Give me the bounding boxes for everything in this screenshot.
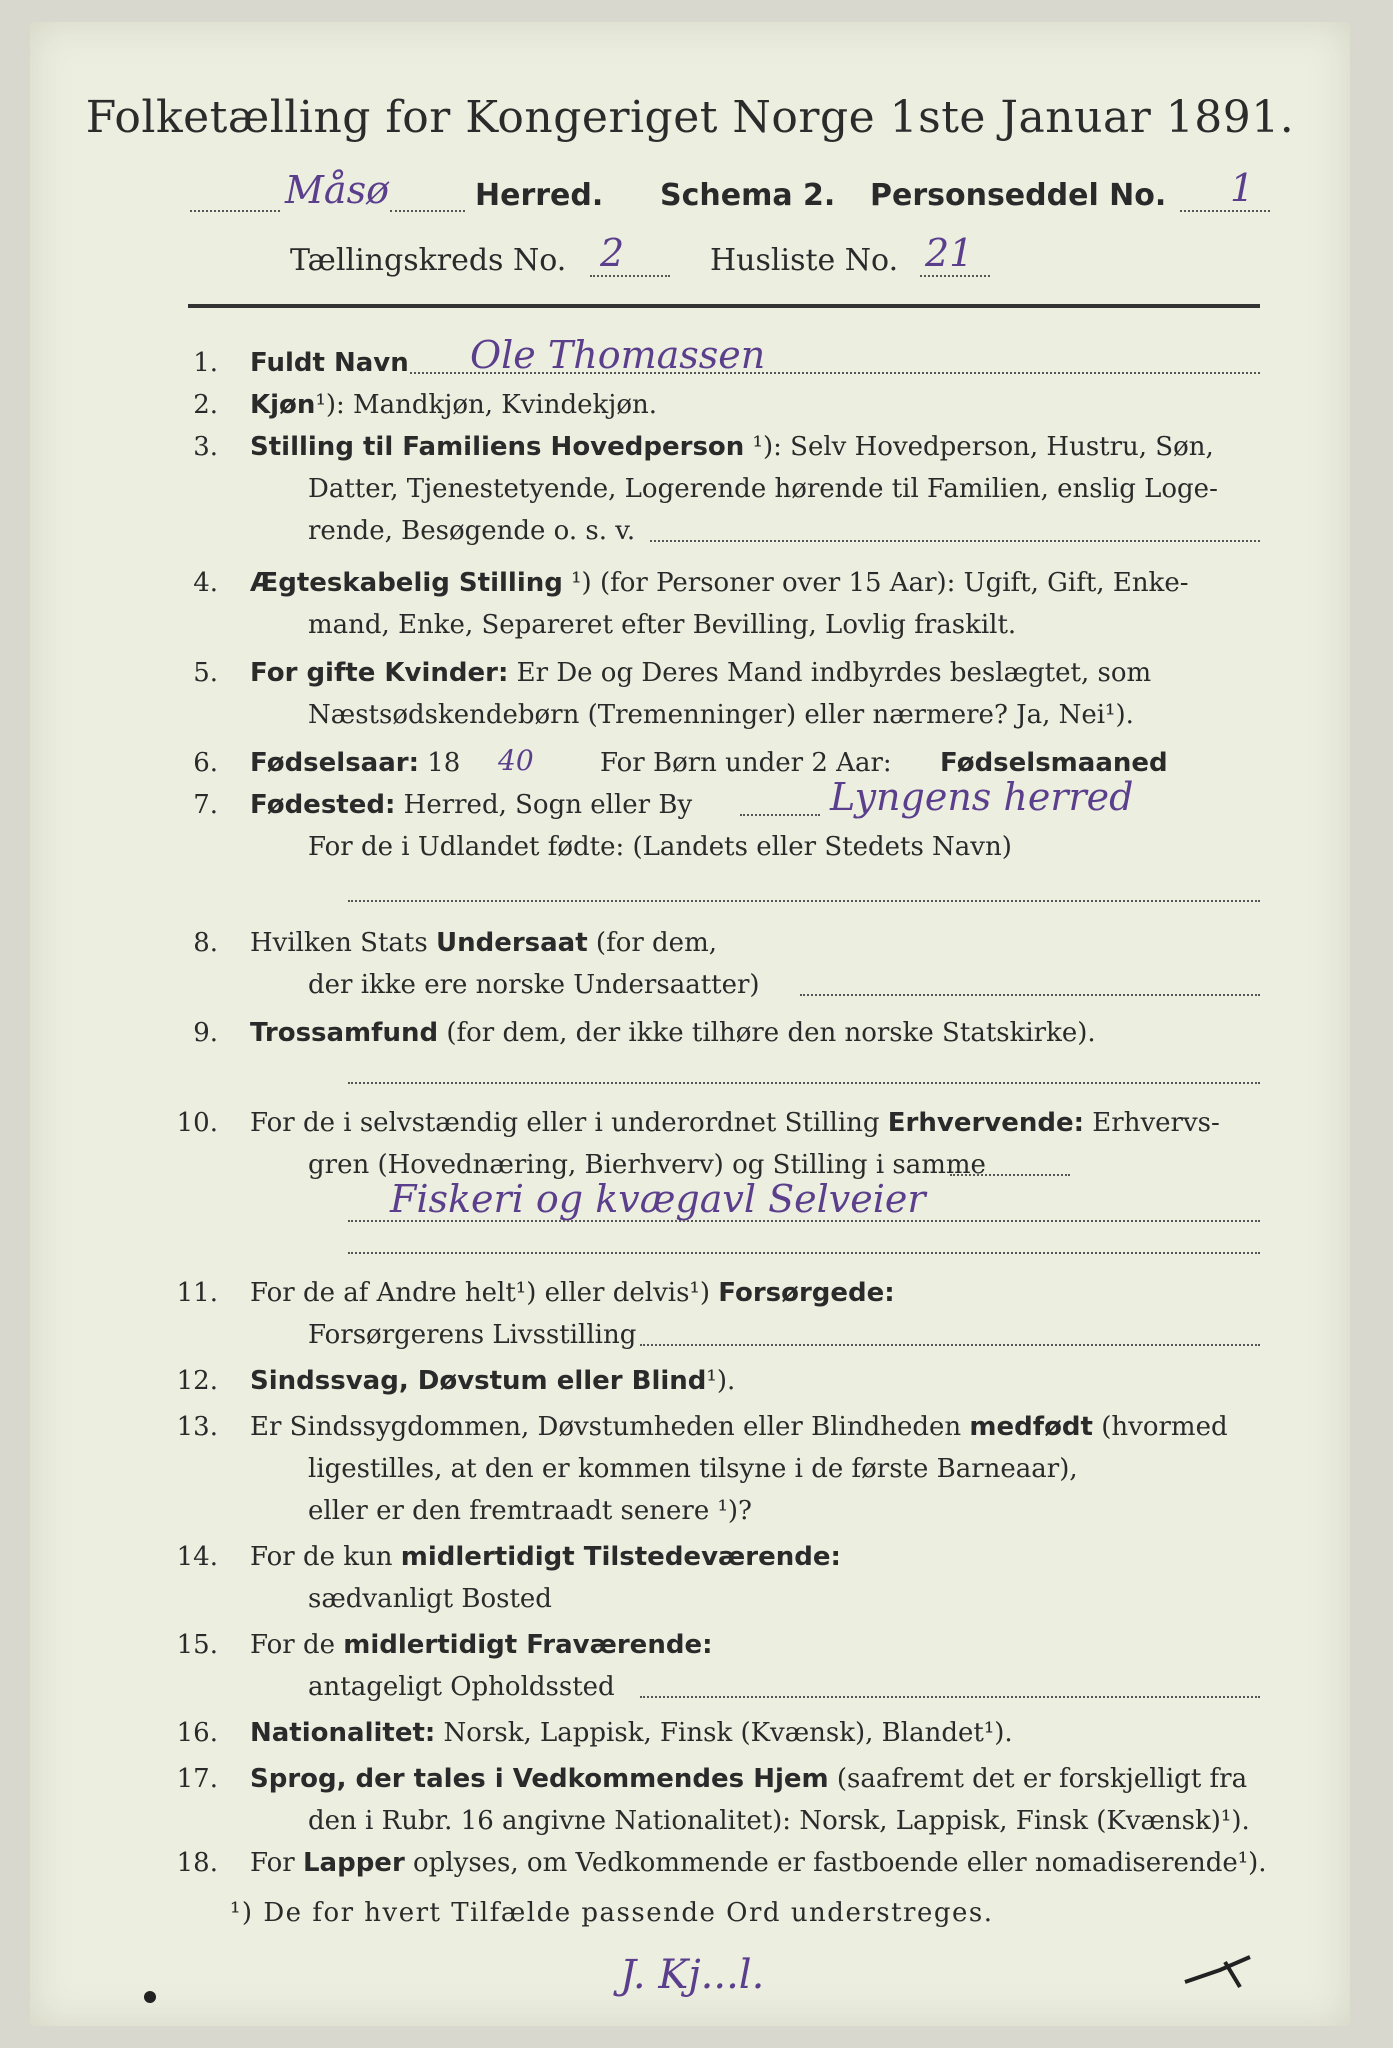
item-label: Fødselsmaaned [940,748,1168,778]
item-text: ¹). [706,1366,736,1396]
item-text: ) (for Personer over 15 Aar): Ugift, Gift, Enke- [581,568,1189,598]
item-text: For Børn under 2 Aar: [600,748,892,778]
item-label: For de af Andre helt¹) eller delvis¹) [250,1278,710,1308]
item-number: 9. [193,1018,218,1048]
item-label: For de kun [250,1542,393,1572]
item-number: 3. [193,432,218,462]
item-label: Sindssvag, Døvstum eller Blind [250,1366,707,1396]
answer-birthplace: Lyngens herred [830,775,1134,819]
item-text: For de i Udlandet fødte: (Landets eller Stedets Navn) [308,832,1012,862]
footnote: ¹) De for hvert Tilfælde passende Ord understreges. [230,1898,994,1928]
item-label: Undersaat [435,928,588,958]
item-text: mand, Enke, Separeret efter Bevilling, Lovlig fraskilt. [308,610,1017,640]
item-number: 15. [176,1630,218,1660]
item-label: Fuldt Navn [250,348,409,378]
item-text: der ikke ere norske Undersaatter) [308,970,760,1000]
item-label: Fødested: [250,790,396,820]
dotted-leader [920,275,990,277]
dotted-leader [348,900,1260,902]
signature: J. Kj...l. [620,1952,765,1998]
form-title: Folketælling for Kongeriget Norge 1ste Januar 1891. [85,92,1295,143]
taellingskreds-label: Tællingskreds No. [290,243,567,278]
item-text: (hvormed [1101,1412,1228,1442]
item-label: Nationalitet: [250,1718,436,1748]
item-text: Næstsødskendebørn (Tremenninger) eller nærmere? Ja, Nei¹). [308,700,1134,730]
item-number: 2. [193,390,218,420]
dotted-leader [348,1082,1260,1084]
item-text: Datter, Tjenestetyende, Logerende hørende til Familien, enslig Loge- [308,474,1218,504]
item-label: Er Sindssygdommen, Døvstumheden eller Blindheden [250,1412,962,1442]
dotted-leader [740,814,820,816]
item-label: Stilling til Familiens Hovedperson [250,432,745,462]
item-number: 17. [176,1764,218,1794]
item-text: den i Rubr. 16 angivne Nationalitet): Norsk, Lappisk, Finsk (Kvænsk)¹). [308,1806,1250,1836]
item-text: (for dem, [595,928,717,958]
item-text: ligestilles, at den er kommen tilsyne i de første Barneaar), [308,1454,1078,1484]
herred-name: Måsø [285,168,389,212]
schema-label: Schema 2. [660,178,836,213]
item-label: Hvilken Stats [250,928,428,958]
census-form: Folketælling for Kongeriget Norge 1ste Januar 1891. Måsø Herred. Schema 2. Personseddel No. 1 Tællingskreds No. 2 Husliste No. 21 1. Fuldt Navn Ole Thomassen 2. Kjøn¹): Mandkjøn, Kvindekjøn. 3. Stilling til Familiens Hovedperson ¹): Selv Hovedperson, Hustru, Søn, Datter, Tjenestetyende, Logerende hørende til Familien, enslig Loge- rende, Besøgende o. s. v. 4. Ægteskabelig Stilling ¹) (for Personer over 15 Aar): Ugift, Gift, Enke- mand, Enke, Separeret efter Bevilling, Lovlig fraskilt. 5. For gifte Kvinder: Er De og Deres Mand indbyrdes beslægtet, som Næstsødskendebørn (Tremenninger) eller nærmere? Ja, Nei¹). 6. Fødselsaar: 18 40 For Børn under 2 Aar: Fødselsmaaned 7. Fødested: Herred, Sogn eller By Lyngens herred For de i Udlandet fødte: (Landets eller Stedets Navn) 8. Hvilken Stats Undersaat (for dem, der ikke ere norske Undersaatter) 9. Trossamfund (for dem, der ikke tilhøre den norske Statskirke). 10. For de i selvstændig eller i underordnet Stilling Erhvervende: Erhvervs- gren (Hovednæring, Bierhverv) og Stilling i samme Fiskeri og kvægavl Selveier 11. For de af Andre helt¹) eller delvis¹) Forsørgede: Forsørgerens Livsstilling 12. Sindssvag, Døvstum eller Blind¹). 13. Er Sindssygdommen, Døvstumheden eller Blindheden medfødt (hvormed ligestilles, at den er kommen tilsyne i de første Barneaar), eller er den fremtraadt senere ¹)? 14. For de kun midlertidigt Tilstedeværende: sædvanligt Bosted 15. For de midlertidigt Fraværende: antageligt Opholdssted 16. Nationalitet: Norsk, Lappisk, Finsk (Kvænsk), Blandet¹). 17. Sprog, der tales i Vedkommendes Hjem (saafremt det er forskjelligt fra den i Rubr. 16 angivne Nationalitet): Norsk, Lappisk, Finsk (Kvænsk)¹). 18. For Lapper oplyses, om Vedkommende er fastboende eller nomadiserende¹). ¹) De for hvert Tilfælde passende Ord understreges. J. Kj...l. [30,22,1350,2026]
item-label: For gifte Kvinder: [250,658,509,688]
item-label: Fødselsaar: [250,748,419,778]
item-number: 16. [176,1718,218,1748]
item-label: Kjøn [250,390,316,420]
item-number: 4. [193,568,218,598]
dotted-leader [190,210,280,212]
header-rule [188,304,1260,308]
item-text: Erhvervs- [1092,1108,1220,1138]
item-text: Forsørgerens Livsstilling [308,1320,637,1350]
ink-mark-icon [1180,1952,1260,1992]
item-text: Er De og Deres Mand indbyrdes beslægtet, som [516,658,1152,688]
item-label: Erhvervende: [887,1108,1085,1138]
dotted-leader [348,1252,1260,1254]
item-label: For de [250,1630,335,1660]
item-number: 18. [176,1848,218,1878]
answer-birthyear: 40 [498,744,534,777]
dotted-leader [590,275,670,277]
dotted-leader [390,210,465,212]
item-label: midlertidigt Fraværende: [343,1630,713,1660]
dotted-leader [640,1344,1260,1346]
item-label: medfødt [969,1412,1093,1442]
item-number: 12. [176,1366,218,1396]
personseddel-number: 1 [1230,166,1255,210]
item-number: 1. [193,348,218,378]
dotted-leader [650,540,1260,542]
item-text: (saafremt det er forskjelligt fra [836,1764,1248,1794]
item-text: 18 [427,748,461,778]
item-text: antageligt Opholdssted [308,1672,615,1702]
item-label: Sprog, der tales i Vedkommendes Hjem [250,1764,829,1794]
husliste-label: Husliste No. [710,243,899,278]
item-text: ): Mandkjøn, Kvindekjøn. [325,390,657,420]
item-number: 13. [176,1412,218,1442]
herred-label: Herred. [475,178,604,213]
item-number: 8. [193,928,218,958]
item-text: sædvanligt Bosted [308,1584,552,1614]
dotted-leader [640,1696,1260,1698]
ink-blot-icon [140,1982,160,2012]
item-number: 7. [193,790,218,820]
item-label: For [250,1848,295,1878]
item-number: 5. [193,658,218,688]
item-text: eller er den fremtraadt senere ¹)? [308,1496,752,1526]
item-text: Norsk, Lappisk, Finsk (Kvænsk), Blandet¹). [443,1718,1013,1748]
kreds-line [190,231,1270,289]
item-text: Herred, Sogn eller By [403,790,693,820]
item-text: gren (Hovednæring, Bierhverv) og Stilling i samme [308,1150,986,1180]
item-label: midlertidigt Tilstedeværende: [400,1542,841,1572]
item-label: Ægteskabelig Stilling [250,568,563,598]
item-text: rende, Besøgende o. s. v. [308,516,636,546]
dotted-leader [950,1174,1070,1176]
item-number: 11. [176,1278,218,1308]
herred-line [190,166,1270,224]
personseddel-label: Personseddel No. [870,178,1167,213]
item-label: Lapper [302,1848,405,1878]
answer-name: Ole Thomassen [470,333,766,377]
item-number: 6. [193,748,218,778]
item-label: For de i selvstændig eller i underordnet Stilling [250,1108,880,1138]
item-text: oplyses, om Vedkommende er fastboende eller nomadiserende¹). [413,1848,1267,1878]
taellingskreds-number: 2 [600,231,625,275]
answer-occupation: Fiskeri og kvægavl Selveier [390,1177,926,1221]
item-number: 10. [176,1108,218,1138]
item-text: (for dem, der ikke tilhøre den norske Statskirke). [446,1018,1096,1048]
item-text: ): Selv Hovedperson, Hustru, Søn, [762,432,1214,462]
dotted-leader [800,994,1260,996]
dotted-leader [1180,210,1270,212]
husliste-number: 21 [925,231,974,275]
item-label: Forsørgede: [718,1278,895,1308]
item-number: 14. [176,1542,218,1572]
item-label: Trossamfund [250,1018,439,1048]
